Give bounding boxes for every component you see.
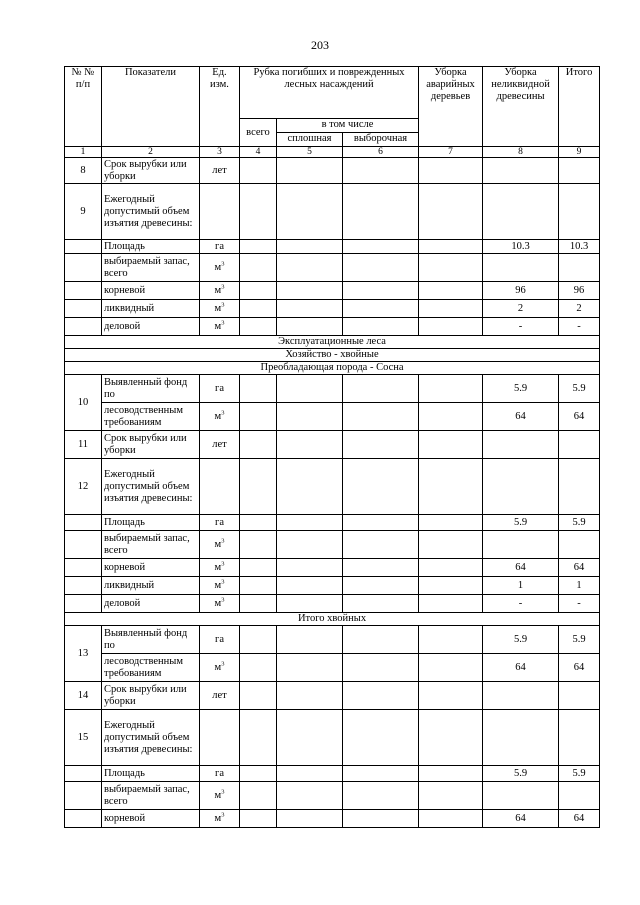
- column-number: 1: [65, 147, 102, 158]
- empty-cell: [277, 710, 343, 766]
- table-row: [65, 531, 600, 559]
- illiquid-value: [483, 254, 559, 282]
- indicator-label: выбираемый запас, всего: [102, 782, 200, 810]
- empty-cell: [419, 682, 483, 710]
- table-row: [65, 282, 600, 300]
- unit-base: м: [214, 320, 222, 332]
- total-value: 5.9: [559, 766, 600, 782]
- table-row: [65, 515, 600, 531]
- total-value: 5.9: [559, 375, 600, 403]
- unit-base: га: [215, 516, 224, 528]
- indicator-label: корневой: [102, 810, 200, 828]
- table-row: [65, 240, 600, 254]
- indicator-label: выбираемый запас, всего: [102, 254, 200, 282]
- illiquid-value: 64: [483, 810, 559, 828]
- unit-base: м: [214, 561, 222, 573]
- empty-cell: [343, 318, 419, 336]
- unit-base: лет: [212, 438, 227, 450]
- header-row-number: № № п/п: [65, 67, 102, 147]
- empty-cell: [240, 595, 277, 613]
- indicator-label: деловой: [102, 595, 200, 613]
- row-number: 11: [65, 431, 102, 459]
- total-value: [559, 158, 600, 184]
- empty-cell: [240, 318, 277, 336]
- illiquid-value: 5.9: [483, 515, 559, 531]
- indicator-label: Площадь: [102, 240, 200, 254]
- total-value: [559, 184, 600, 240]
- empty-cell: [343, 459, 419, 515]
- indicator-label: ликвидный: [102, 300, 200, 318]
- column-number: 4: [240, 147, 277, 158]
- empty-cell: [343, 158, 419, 184]
- table-row: [65, 318, 600, 336]
- row-number: 10: [65, 375, 102, 431]
- illiquid-value: [483, 184, 559, 240]
- unit-cell: [200, 595, 240, 613]
- empty-cell: [277, 810, 343, 828]
- empty-cell: [240, 282, 277, 300]
- unit-base: м: [214, 538, 222, 550]
- empty-cell: [240, 431, 277, 459]
- empty-cell: [343, 375, 419, 403]
- total-value: [559, 782, 600, 810]
- empty-cell: [277, 782, 343, 810]
- empty-cell: [240, 515, 277, 531]
- unit-superscript: 3: [221, 660, 225, 667]
- empty-cell: [240, 766, 277, 782]
- indicator-label: Срок вырубки или уборки: [102, 431, 200, 459]
- illiquid-value: 5.9: [483, 766, 559, 782]
- total-value: [559, 459, 600, 515]
- section-row: [65, 349, 600, 362]
- empty-cell: [277, 682, 343, 710]
- empty-cell: [419, 300, 483, 318]
- column-number: 6: [343, 147, 419, 158]
- unit-cell: [200, 682, 240, 710]
- indicator-label: корневой: [102, 282, 200, 300]
- empty-cell: [240, 459, 277, 515]
- table-row: [65, 595, 600, 613]
- unit-superscript: 3: [221, 596, 225, 603]
- row-number-empty: [65, 254, 102, 282]
- unit-base: га: [215, 767, 224, 779]
- unit-base: га: [215, 633, 224, 645]
- unit-cell: [200, 300, 240, 318]
- illiquid-value: [483, 682, 559, 710]
- empty-cell: [277, 515, 343, 531]
- unit-base: лет: [212, 689, 227, 701]
- empty-cell: [240, 626, 277, 654]
- unit-superscript: 3: [221, 578, 225, 585]
- empty-cell: [419, 515, 483, 531]
- header-including: в том числе: [277, 119, 419, 133]
- row-number-empty: [65, 515, 102, 531]
- empty-cell: [343, 710, 419, 766]
- column-number: 8: [483, 147, 559, 158]
- unit-base: м: [214, 284, 222, 296]
- column-number: 7: [419, 147, 483, 158]
- header-emergency-trees: Уборка аварийных деревьев: [419, 67, 483, 147]
- empty-cell: [343, 515, 419, 531]
- empty-cell: [343, 300, 419, 318]
- section-title: Эксплуатационные леса: [65, 336, 600, 349]
- unit-superscript: 3: [221, 301, 225, 308]
- illiquid-value: [483, 531, 559, 559]
- table-row: [65, 577, 600, 595]
- empty-cell: [240, 654, 277, 682]
- empty-cell: [240, 403, 277, 431]
- empty-cell: [343, 282, 419, 300]
- row-number-empty: [65, 782, 102, 810]
- empty-cell: [277, 300, 343, 318]
- empty-cell: [419, 403, 483, 431]
- unit-superscript: 3: [221, 560, 225, 567]
- illiquid-value: 64: [483, 654, 559, 682]
- indicator-label: Выявленный фонд по: [102, 626, 200, 654]
- table-row: [65, 184, 600, 240]
- unit-cell: [200, 810, 240, 828]
- unit-cell: [200, 431, 240, 459]
- empty-cell: [419, 595, 483, 613]
- table-row: [65, 626, 600, 654]
- table-row: [65, 459, 600, 515]
- unit-base: лет: [212, 164, 227, 176]
- unit-cell: [200, 766, 240, 782]
- empty-cell: [277, 577, 343, 595]
- illiquid-value: 5.9: [483, 626, 559, 654]
- column-number: 5: [277, 147, 343, 158]
- empty-cell: [277, 595, 343, 613]
- unit-cell: [200, 782, 240, 810]
- column-number: 3: [200, 147, 240, 158]
- empty-cell: [419, 184, 483, 240]
- unit-base: м: [214, 789, 222, 801]
- illiquid-value: [483, 459, 559, 515]
- row-number-empty: [65, 318, 102, 336]
- page-number: 203: [311, 38, 329, 52]
- unit-superscript: 3: [221, 260, 225, 267]
- empty-cell: [277, 766, 343, 782]
- empty-cell: [343, 595, 419, 613]
- illiquid-value: 64: [483, 403, 559, 431]
- table-row: [65, 375, 600, 403]
- indicator-label: Ежегодный допустимый объем изъятия древесины:: [102, 710, 200, 766]
- empty-cell: [277, 626, 343, 654]
- empty-cell: [419, 577, 483, 595]
- unit-base: м: [214, 812, 222, 824]
- empty-cell: [343, 782, 419, 810]
- row-number: 13: [65, 626, 102, 682]
- empty-cell: [240, 300, 277, 318]
- empty-cell: [277, 254, 343, 282]
- empty-cell: [419, 375, 483, 403]
- unit-cell: [200, 184, 240, 240]
- column-number: 2: [102, 147, 200, 158]
- empty-cell: [343, 403, 419, 431]
- empty-cell: [277, 559, 343, 577]
- empty-cell: [343, 810, 419, 828]
- empty-cell: [240, 710, 277, 766]
- total-value: 1: [559, 577, 600, 595]
- unit-base: м: [214, 661, 222, 673]
- row-number-empty: [65, 559, 102, 577]
- empty-cell: [277, 240, 343, 254]
- indicator-label: лесоводственным требованиям: [102, 403, 200, 431]
- unit-superscript: 3: [221, 811, 225, 818]
- empty-cell: [419, 559, 483, 577]
- unit-cell: [200, 654, 240, 682]
- empty-cell: [240, 782, 277, 810]
- empty-cell: [277, 375, 343, 403]
- unit-superscript: 3: [221, 788, 225, 795]
- illiquid-value: [483, 158, 559, 184]
- unit-cell: [200, 240, 240, 254]
- unit-cell: [200, 559, 240, 577]
- unit-superscript: 3: [221, 283, 225, 290]
- section-title: Преобладающая порода - Сосна: [65, 362, 600, 375]
- unit-superscript: 3: [221, 537, 225, 544]
- empty-cell: [240, 254, 277, 282]
- empty-cell: [277, 403, 343, 431]
- total-value: 5.9: [559, 626, 600, 654]
- total-value: 64: [559, 403, 600, 431]
- total-value: 64: [559, 810, 600, 828]
- indicator-label: Площадь: [102, 766, 200, 782]
- unit-cell: [200, 515, 240, 531]
- illiquid-value: 5.9: [483, 375, 559, 403]
- unit-cell: [200, 710, 240, 766]
- unit-cell: [200, 254, 240, 282]
- illiquid-value: 10.3: [483, 240, 559, 254]
- illiquid-value: 2: [483, 300, 559, 318]
- unit-base: га: [215, 240, 224, 252]
- table-row: [65, 300, 600, 318]
- empty-cell: [419, 782, 483, 810]
- unit-base: м: [214, 261, 222, 273]
- empty-cell: [240, 240, 277, 254]
- total-value: 64: [559, 654, 600, 682]
- table-row: [65, 254, 600, 282]
- row-number-empty: [65, 531, 102, 559]
- row-number-empty: [65, 240, 102, 254]
- column-number: 9: [559, 147, 600, 158]
- total-value: [559, 531, 600, 559]
- row-number-empty: [65, 810, 102, 828]
- row-number: 15: [65, 710, 102, 766]
- indicator-label: Площадь: [102, 515, 200, 531]
- indicator-label: ликвидный: [102, 577, 200, 595]
- unit-cell: [200, 403, 240, 431]
- empty-cell: [240, 577, 277, 595]
- empty-cell: [419, 431, 483, 459]
- empty-cell: [419, 282, 483, 300]
- row-number: 8: [65, 158, 102, 184]
- header-illiquid-wood: Уборка неликвидной древесины: [483, 67, 559, 147]
- empty-cell: [343, 559, 419, 577]
- unit-cell: [200, 626, 240, 654]
- table-row: [65, 810, 600, 828]
- row-number-empty: [65, 766, 102, 782]
- empty-cell: [240, 158, 277, 184]
- illiquid-value: [483, 431, 559, 459]
- section-row: [65, 613, 600, 626]
- illiquid-value: [483, 782, 559, 810]
- indicator-label: Выявленный фонд по: [102, 375, 200, 403]
- section-title: Хозяйство - хвойные: [65, 349, 600, 362]
- indicator-label: выбираемый запас, всего: [102, 531, 200, 559]
- empty-cell: [419, 626, 483, 654]
- table-row: [65, 782, 600, 810]
- empty-cell: [240, 531, 277, 559]
- illiquid-value: 96: [483, 282, 559, 300]
- unit-base: м: [214, 410, 222, 422]
- unit-base: га: [215, 382, 224, 394]
- unit-superscript: 3: [221, 409, 225, 416]
- indicator-label: Срок вырубки или уборки: [102, 682, 200, 710]
- table-row: [65, 766, 600, 782]
- row-number-empty: [65, 595, 102, 613]
- illiquid-value: -: [483, 595, 559, 613]
- empty-cell: [277, 654, 343, 682]
- empty-cell: [419, 318, 483, 336]
- indicator-label: лесоводственным требованиям: [102, 654, 200, 682]
- table-row: [65, 431, 600, 459]
- empty-cell: [277, 318, 343, 336]
- indicator-label: Срок вырубки или уборки: [102, 158, 200, 184]
- table-row: [65, 654, 600, 682]
- row-number: 14: [65, 682, 102, 710]
- header-unit: Ед. изм.: [200, 67, 240, 147]
- indicator-label: деловой: [102, 318, 200, 336]
- empty-cell: [240, 682, 277, 710]
- row-number-empty: [65, 577, 102, 595]
- total-value: [559, 710, 600, 766]
- unit-superscript: 3: [221, 319, 225, 326]
- table-row: [65, 682, 600, 710]
- total-value: 96: [559, 282, 600, 300]
- header-felling-total: всего: [240, 119, 277, 147]
- empty-cell: [419, 810, 483, 828]
- header-indicator: Показатели: [102, 67, 200, 147]
- total-value: 10.3: [559, 240, 600, 254]
- empty-cell: [277, 282, 343, 300]
- illiquid-value: [483, 710, 559, 766]
- empty-cell: [343, 254, 419, 282]
- row-number-empty: [65, 282, 102, 300]
- unit-base: м: [214, 579, 222, 591]
- unit-cell: [200, 531, 240, 559]
- header-total: Итого: [559, 67, 600, 147]
- empty-cell: [343, 184, 419, 240]
- empty-cell: [240, 184, 277, 240]
- empty-cell: [240, 559, 277, 577]
- empty-cell: [419, 766, 483, 782]
- row-number: 12: [65, 459, 102, 515]
- illiquid-value: -: [483, 318, 559, 336]
- total-value: [559, 682, 600, 710]
- unit-cell: [200, 282, 240, 300]
- table-row: [65, 710, 600, 766]
- table-row: [65, 559, 600, 577]
- header-felling: Рубка погибших и поврежденных лесных насаждений: [240, 67, 419, 119]
- empty-cell: [343, 654, 419, 682]
- empty-cell: [240, 375, 277, 403]
- section-row: [65, 362, 600, 375]
- total-value: 5.9: [559, 515, 600, 531]
- total-value: [559, 431, 600, 459]
- total-value: -: [559, 318, 600, 336]
- empty-cell: [343, 531, 419, 559]
- empty-cell: [343, 766, 419, 782]
- unit-cell: [200, 158, 240, 184]
- empty-cell: [343, 577, 419, 595]
- total-value: -: [559, 595, 600, 613]
- table-body: [65, 158, 600, 828]
- empty-cell: [277, 158, 343, 184]
- indicator-label: Ежегодный допустимый объем изъятия древесины:: [102, 459, 200, 515]
- empty-cell: [277, 459, 343, 515]
- empty-cell: [240, 810, 277, 828]
- section-row: [65, 336, 600, 349]
- section-title: Итого хвойных: [65, 613, 600, 626]
- row-number: 9: [65, 184, 102, 240]
- unit-cell: [200, 577, 240, 595]
- empty-cell: [419, 710, 483, 766]
- indicator-label: корневой: [102, 559, 200, 577]
- empty-cell: [419, 531, 483, 559]
- empty-cell: [419, 459, 483, 515]
- table-row: [65, 403, 600, 431]
- illiquid-value: 1: [483, 577, 559, 595]
- illiquid-value: 64: [483, 559, 559, 577]
- table-row: [65, 158, 600, 184]
- unit-cell: [200, 375, 240, 403]
- total-value: [559, 254, 600, 282]
- felling-indicators-table: [64, 66, 600, 828]
- empty-cell: [277, 184, 343, 240]
- unit-base: м: [214, 597, 222, 609]
- empty-cell: [277, 531, 343, 559]
- header-clear-felling: сплошная: [277, 133, 343, 147]
- empty-cell: [343, 431, 419, 459]
- empty-cell: [419, 254, 483, 282]
- empty-cell: [343, 682, 419, 710]
- indicator-label: Ежегодный допустимый объем изъятия древесины:: [102, 184, 200, 240]
- empty-cell: [419, 654, 483, 682]
- empty-cell: [343, 626, 419, 654]
- empty-cell: [277, 431, 343, 459]
- unit-base: м: [214, 302, 222, 314]
- total-value: 2: [559, 300, 600, 318]
- unit-cell: [200, 318, 240, 336]
- empty-cell: [419, 158, 483, 184]
- total-value: 64: [559, 559, 600, 577]
- column-number-row: [65, 147, 600, 158]
- row-number-empty: [65, 300, 102, 318]
- unit-cell: [200, 459, 240, 515]
- empty-cell: [419, 240, 483, 254]
- header-selective-felling: выборочная: [343, 133, 419, 147]
- empty-cell: [343, 240, 419, 254]
